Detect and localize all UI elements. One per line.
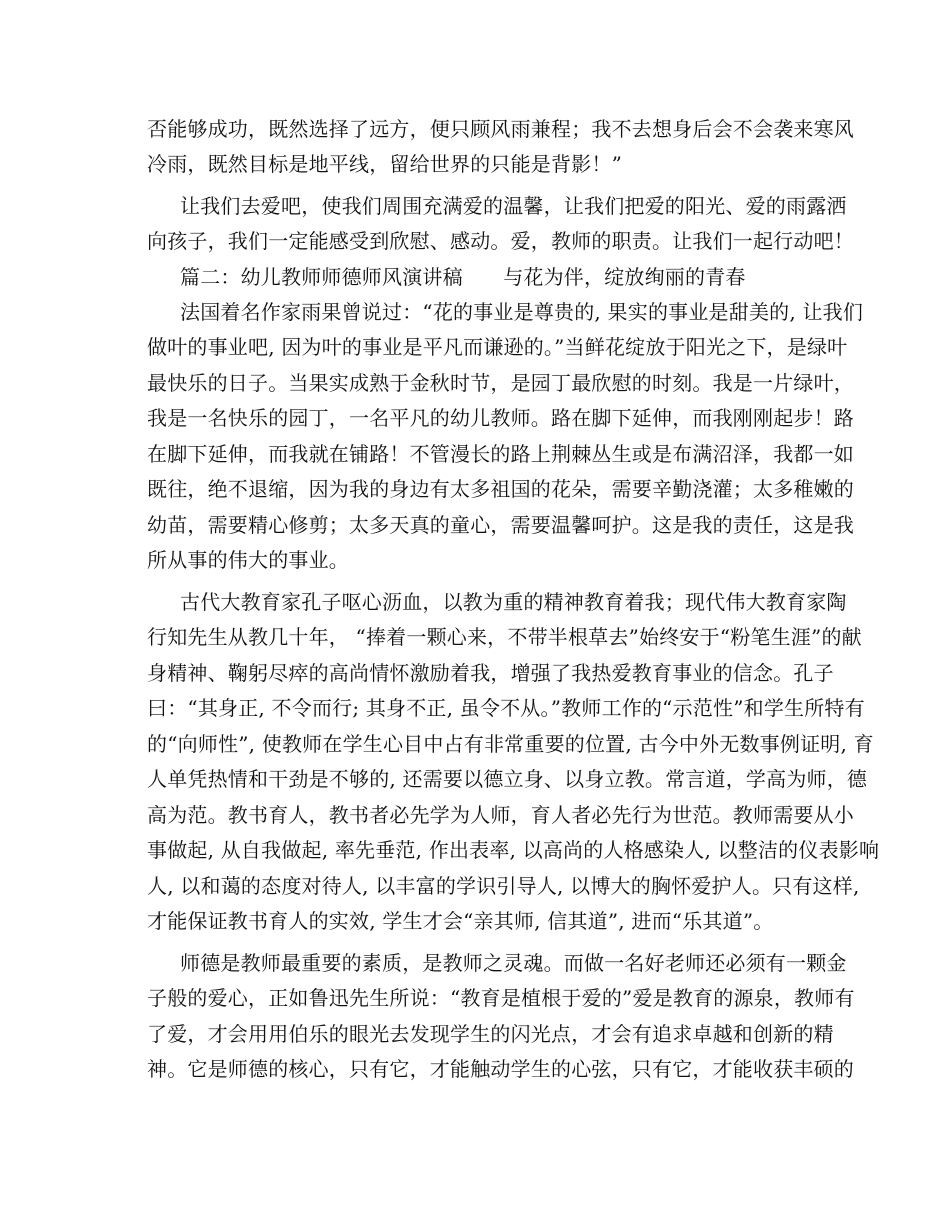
text-line: 子般的爱心，正如鲁迅先生所说：“教育是植根于爱的”爱是教育的源泉，教师有 xyxy=(147,986,855,1010)
text-line: 了爱，才会用用伯乐的眼光去发现学生的闪光点，才会有追求卓越和创新的精 xyxy=(147,1022,834,1046)
text-line: 最快乐的日子。当果实成熟于金秋时节，是园丁最欣慰的时刻。我是一片绿叶， xyxy=(147,371,854,395)
text-line: 人单凭热情和干劲是不够的, 还需要以德立身、以身立教。常言道，学高为师，德 xyxy=(147,767,868,791)
text-line: 神。它是师德的核心，只有它，才能触动学生的心弦，只有它，才能收获丰硕的 xyxy=(147,1057,854,1081)
text-line: 身精神、鞠躬尽瘁的高尚情怀激励着我，增强了我热爱教育事业的信念。孔子 xyxy=(147,661,834,685)
text-line: 在脚下延伸，而我就在铺路！不管漫长的路上荆棘丛生或是布满沼泽，我都一如 xyxy=(147,442,854,466)
text-line: 让我们去爱吧，使我们周围充满爱的温馨，让我们把爱的阳光、爱的雨露洒 xyxy=(180,194,847,218)
text-line: 否能够成功，既然选择了远方，便只顾风雨兼程；我不去想身后会不会袭来寒风 xyxy=(147,117,854,141)
text-line: 冷雨，既然目标是地平线，留给世界的只能是背影！” xyxy=(147,152,623,176)
text-line: 事做起, 从自我做起, 率先垂范, 作出表率, 以高尚的人格感染人, 以整洁的仪表影响 xyxy=(147,838,880,862)
text-line: 才能保证教书育人的实效, 学生才会“亲其师, 信其道”, 进而“乐其道”。 xyxy=(147,909,774,933)
text-line: 高为范。教书育人，教书者必先学为人师，育人者必先行为世范。教师需要从小 xyxy=(147,803,854,827)
text-line: 人, 以和蔼的态度对待人, 以丰富的学识引导人, 以博大的胸怀爱护人。只有这样, xyxy=(147,874,860,898)
text-line: 向孩子，我们一定能感受到欣慰、感动。爱，教师的职责。让我们一起行动吧！ xyxy=(147,229,854,253)
text-line: 我是一名快乐的园丁，一名平凡的幼儿教师。路在脚下延伸，而我刚刚起步！路 xyxy=(147,406,854,430)
text-line: 幼苗，需要精心修剪；太多天真的童心，需要温馨呵护。这是我的责任，这是我 xyxy=(147,513,854,537)
text-line: 行知先生从教几十年， “捧着一颗心来，不带半根草去”始终安于“粉笔生涯”的献 xyxy=(147,625,862,649)
text-line: 做叶的事业吧, 因为叶的事业是平凡而谦逊的。”当鲜花绽放于阳光之下，是绿叶 xyxy=(147,335,848,359)
text-line: 法国着名作家雨果曾说过：“花的事业是尊贵的, 果实的事业是甜美的, 让我们 xyxy=(180,300,864,324)
section-heading: 篇二：幼儿教师师德师风演讲稿 与花为伴，绽放绚丽的青春 xyxy=(180,265,746,289)
text-line: 曰：“其身正, 不令而行; 其身不正, 虽令不从。”教师工作的“示范性”和学生所特有 xyxy=(147,696,865,720)
text-line: 师德是教师最重要的素质，是教师之灵魂。而做一名好老师还必须有一颗金 xyxy=(180,951,847,975)
text-line: 古代大教育家孔子呕心沥血，以教为重的精神教育着我；现代伟大教育家陶 xyxy=(180,590,847,614)
text-line: 所从事的伟大的事业。 xyxy=(147,548,349,572)
text-line: 既往，绝不退缩，因为我的身边有太多祖国的花朵，需要辛勤浇灌；太多稚嫩的 xyxy=(147,477,854,501)
text-line: 的“向师性”, 使教师在学生心目中占有非常重要的位置, 古今中外无数事例证明, 育 xyxy=(147,732,874,756)
